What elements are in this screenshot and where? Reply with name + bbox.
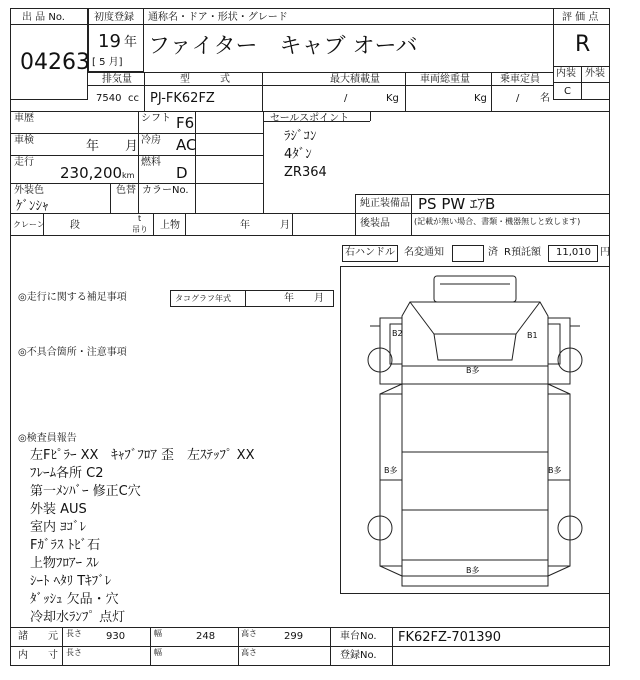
model-type-label: 型 式 (180, 74, 230, 85)
lot-no: 04263 (20, 50, 90, 75)
gvw-unit: Kg (474, 93, 487, 104)
crane-stage: 段 (70, 220, 80, 231)
tacho-value: 年 月 (284, 293, 324, 304)
genuine-equipment-label: 純正装備品 (360, 198, 410, 209)
shift-value: F6 (176, 114, 195, 132)
displacement-value: 7540 (96, 93, 122, 104)
inspection-value: 年 月 (86, 139, 139, 154)
reg-month: [ 5 月] (92, 57, 123, 68)
aftermarket-label: 後装品 (360, 218, 390, 229)
capacity-unit: 名 (540, 93, 550, 104)
displacement-unit: cc (128, 93, 139, 104)
crane-label: クレーン (13, 220, 45, 229)
name-change-box (452, 245, 484, 262)
length-label: 長さ (66, 629, 82, 638)
mileage-value: 230,200 (60, 164, 123, 182)
interior-dims-label: 内 寸 (18, 650, 58, 661)
body-year: 年 月 (240, 220, 290, 231)
inspector-line-6: Fｶﾞﾗｽ ﾄﾋﾞ石 (30, 538, 101, 553)
recycle-label: R預託額 (504, 247, 541, 258)
gvw-label: 車両総重量 (420, 74, 470, 85)
inspector-line-4: 外装 AUS (30, 502, 87, 517)
chassis-label: 車台No. (340, 631, 377, 642)
grade-label: 評 価 点 (562, 12, 599, 23)
ext-color-label: 外装色 (14, 185, 44, 196)
sales-point-1: ﾗｼﾞｺﾝ (284, 129, 317, 144)
inspection-label: 車検 (14, 135, 34, 146)
aftermarket-note: (記載が無い場合、書類・機器無しと致します) (414, 217, 581, 226)
sales-point-2: 4ﾀﾞﾝ (284, 147, 312, 162)
lot-no-label: 出 品 No. (22, 12, 65, 23)
ac-label: 冷房 (141, 135, 161, 146)
specs-label: 諸 元 (18, 631, 58, 642)
length-label-2: 長さ (66, 648, 82, 657)
recycle-amount: 11,010 (556, 247, 591, 258)
width-value: 248 (196, 631, 216, 642)
inspector-line-5: 室内 ﾖｺﾞﾚ (30, 520, 87, 535)
recycle-mark: 済 (488, 247, 498, 258)
tacho-label: タコグラフ年式 (175, 294, 231, 303)
damage-mark-rear: B多 (466, 566, 480, 575)
capacity-label: 乗車定員 (500, 74, 540, 85)
height-label-2: 高さ (241, 648, 257, 657)
interior-grade-label: 内装 (556, 68, 576, 79)
max-load-unit: Kg (386, 93, 399, 104)
exterior-grade-label: 外装 (585, 68, 605, 79)
first-reg-label: 初度登録 (94, 12, 134, 23)
body-label: 上物 (160, 220, 180, 231)
model-type-value: PJ-FK62FZ (150, 91, 215, 106)
driving-remarks-label: ◎走行に関する補足事項 (18, 292, 127, 303)
height-label: 高さ (241, 629, 257, 638)
mileage-unit: km (122, 171, 135, 180)
damage-mark-right: B多 (548, 466, 562, 475)
inspector-line-2: ﾌﾚｰﾑ各所 C2 (30, 466, 104, 481)
genuine-equipment: PS PW ｴｱB (418, 195, 496, 213)
length-value: 930 (106, 631, 126, 642)
width-label-2: 幅 (154, 648, 162, 657)
vehicle-name: ファイター キャブ オーバ (148, 34, 418, 59)
inspector-line-8: ｼｰﾄ ﾍﾀﾘ Tｷﾌﾞﾚ (30, 574, 112, 589)
ext-color-value: ｹﾞﾝｼｬ (16, 199, 49, 214)
damage-mark-b1: B1 (527, 331, 538, 340)
name-change-label: 名変通知 (404, 247, 444, 258)
inspector-line-9: ﾀﾞｯｼｭ 欠品・穴 (30, 592, 119, 607)
fuel-label: 燃料 (141, 157, 161, 168)
registration-label: 登録No. (340, 650, 377, 661)
inspector-line-10: 冷却水ﾗﾝﾌﾟ 点灯 (30, 610, 126, 625)
sales-points-label: セールスポイント (270, 113, 350, 124)
height-value: 299 (284, 631, 304, 642)
color-change-label: 色替 (116, 185, 136, 196)
width-label: 幅 (154, 629, 162, 638)
fuel-value: D (176, 164, 188, 182)
shift-label: シフト (141, 113, 171, 124)
grade-value: R (575, 32, 591, 57)
inspector-report-label: ◎検査員報告 (18, 433, 77, 444)
ac-value: AC (176, 136, 197, 154)
truck-diagram (340, 266, 610, 594)
history-label: 車歴 (14, 113, 34, 124)
sales-point-3: ZR364 (284, 165, 327, 180)
max-load-value: / (344, 93, 348, 104)
interior-grade: C (564, 86, 571, 97)
chassis-value: FK62FZ-701390 (398, 630, 502, 645)
displacement-label: 排気量 (102, 74, 132, 85)
rhd-label: 右ハンドル (345, 247, 395, 258)
crane-hanging: 吊り (132, 225, 148, 234)
damage-mark-left: B多 (384, 466, 398, 475)
reg-year: 19 (98, 31, 121, 52)
reg-year-unit: 年 (124, 35, 138, 50)
inspector-line-7: 上物ﾌﾛｱｰ ｽﾚ (30, 556, 100, 571)
model-label: 通称名・ドア・形状・グレード (148, 12, 288, 23)
max-load-label: 最大積載量 (330, 74, 380, 85)
damage-mark-cab: B多 (466, 366, 480, 375)
capacity-value: / (516, 93, 520, 104)
damage-mark-b2: B2 (392, 329, 403, 338)
defects-label: ◎不具合箇所・注意事項 (18, 347, 127, 358)
color-no-label: カラーNo. (142, 185, 189, 196)
inspector-line-3: 第一ﾒﾝﾊﾞｰ 修正C穴 (30, 484, 141, 499)
mileage-label: 走行 (14, 157, 34, 168)
recycle-yen: 円 (600, 247, 610, 258)
inspector-line-1: 左Fﾋﾟﾗｰ XX ｷｬﾌﾞﾌﾛｱ 歪 左ｽﾃｯﾌﾟ XX (30, 448, 255, 463)
crane-tons: t (138, 214, 142, 223)
